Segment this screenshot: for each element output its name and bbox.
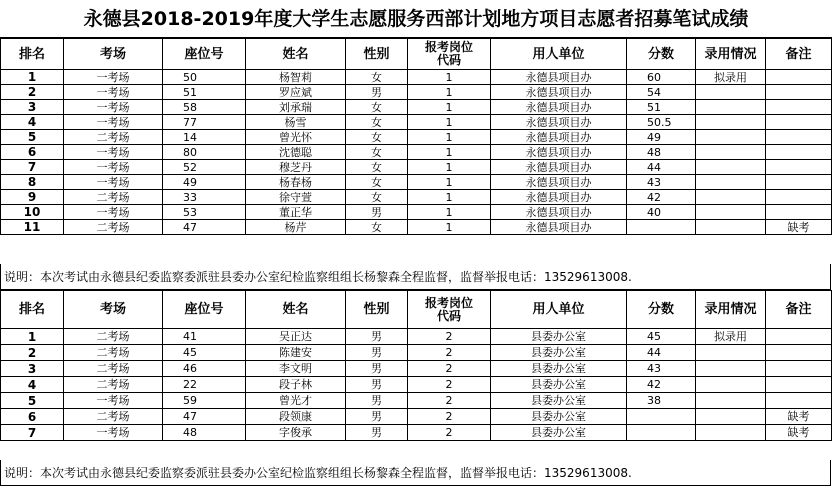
cell-status bbox=[696, 377, 766, 393]
table-row bbox=[1, 190, 832, 205]
cell-seat: 47 bbox=[163, 409, 246, 425]
cell-unit: 永德县项目办 bbox=[491, 190, 627, 205]
cell-seat: 59 bbox=[163, 393, 246, 409]
cell-unit: 永德县项目办 bbox=[491, 220, 627, 235]
header-seat: 座位号 bbox=[163, 39, 246, 70]
table-row bbox=[1, 175, 832, 190]
header-post-line2: 代码 bbox=[436, 53, 461, 67]
cell-gender: 男 bbox=[346, 409, 408, 425]
cell-post: 1 bbox=[408, 175, 491, 190]
cell-remark bbox=[766, 160, 832, 175]
cell-remark bbox=[766, 70, 832, 85]
header-rank: 排名 bbox=[1, 291, 64, 329]
table-row bbox=[1, 393, 832, 409]
cell-room: 二考场 bbox=[64, 190, 163, 205]
cell-score: 45 bbox=[627, 329, 696, 345]
cell-seat: 50 bbox=[163, 70, 246, 85]
cell-gender: 女 bbox=[346, 175, 408, 190]
header-remark: 备注 bbox=[766, 291, 832, 329]
cell-room: 一考场 bbox=[64, 115, 163, 130]
table-header-row bbox=[1, 291, 832, 329]
cell-status bbox=[696, 160, 766, 175]
cell-unit: 永德县项目办 bbox=[491, 205, 627, 220]
cell-remark bbox=[766, 115, 832, 130]
cell-score: 40 bbox=[627, 205, 696, 220]
cell-name: 杨春杨 bbox=[246, 175, 346, 190]
cell-rank: 10 bbox=[1, 205, 64, 220]
cell-status bbox=[696, 115, 766, 130]
header-remark: 备注 bbox=[766, 39, 832, 70]
table-header-row bbox=[1, 39, 832, 70]
cell-room: 一考场 bbox=[64, 70, 163, 85]
cell-room: 二考场 bbox=[64, 329, 163, 345]
cell-rank: 1 bbox=[1, 329, 64, 345]
table-row bbox=[1, 409, 832, 425]
cell-name: 徐守萱 bbox=[246, 190, 346, 205]
cell-name: 曾光怀 bbox=[246, 130, 346, 145]
cell-post: 2 bbox=[408, 345, 491, 361]
cell-score: 44 bbox=[627, 160, 696, 175]
header-status: 录用情况 bbox=[696, 291, 766, 329]
cell-unit: 永德县项目办 bbox=[491, 130, 627, 145]
cell-score: 44 bbox=[627, 345, 696, 361]
cell-unit: 县委办公室 bbox=[491, 425, 627, 441]
table-row bbox=[1, 205, 832, 220]
cell-remark bbox=[766, 329, 832, 345]
cell-gender: 女 bbox=[346, 130, 408, 145]
cell-rank: 11 bbox=[1, 220, 64, 235]
cell-seat: 41 bbox=[163, 329, 246, 345]
header-rank: 排名 bbox=[1, 39, 64, 70]
cell-name: 刘承瑞 bbox=[246, 100, 346, 115]
supervision-note: 说明：本次考试由永德县纪委监察委派驻县委办公室纪检监察组组长杨黎森全程监督，监督举报电话：13529613008. bbox=[0, 460, 831, 486]
cell-score: 38 bbox=[627, 393, 696, 409]
cell-status bbox=[696, 85, 766, 100]
table-row bbox=[1, 130, 832, 145]
cell-seat: 49 bbox=[163, 175, 246, 190]
cell-post: 2 bbox=[408, 409, 491, 425]
cell-seat: 22 bbox=[163, 377, 246, 393]
header-post-code bbox=[408, 291, 491, 329]
cell-gender: 男 bbox=[346, 361, 408, 377]
cell-unit: 永德县项目办 bbox=[491, 100, 627, 115]
cell-rank: 4 bbox=[1, 377, 64, 393]
cell-rank: 6 bbox=[1, 409, 64, 425]
results-table-post-2 bbox=[0, 290, 832, 441]
cell-unit: 县委办公室 bbox=[491, 393, 627, 409]
cell-unit: 县委办公室 bbox=[491, 361, 627, 377]
cell-remark: 缺考 bbox=[766, 425, 832, 441]
cell-post: 2 bbox=[408, 393, 491, 409]
cell-room: 二考场 bbox=[64, 130, 163, 145]
cell-unit: 永德县项目办 bbox=[491, 145, 627, 160]
cell-seat: 33 bbox=[163, 190, 246, 205]
cell-remark bbox=[766, 145, 832, 160]
cell-seat: 46 bbox=[163, 361, 246, 377]
cell-post: 1 bbox=[408, 220, 491, 235]
header-gender: 性别 bbox=[346, 291, 408, 329]
table-row bbox=[1, 160, 832, 175]
cell-name: 董正华 bbox=[246, 205, 346, 220]
cell-post: 1 bbox=[408, 85, 491, 100]
cell-name: 吴正达 bbox=[246, 329, 346, 345]
cell-status bbox=[696, 175, 766, 190]
cell-score: 51 bbox=[627, 100, 696, 115]
cell-score: 42 bbox=[627, 377, 696, 393]
cell-unit: 永德县项目办 bbox=[491, 70, 627, 85]
cell-rank: 4 bbox=[1, 115, 64, 130]
cell-unit: 永德县项目办 bbox=[491, 115, 627, 130]
cell-post: 2 bbox=[408, 361, 491, 377]
cell-status bbox=[696, 409, 766, 425]
cell-status bbox=[696, 361, 766, 377]
cell-status bbox=[696, 130, 766, 145]
cell-name: 陈建安 bbox=[246, 345, 346, 361]
cell-unit: 县委办公室 bbox=[491, 345, 627, 361]
cell-rank: 3 bbox=[1, 361, 64, 377]
cell-seat: 53 bbox=[163, 205, 246, 220]
table-row bbox=[1, 220, 832, 235]
cell-score: 48 bbox=[627, 145, 696, 160]
header-unit: 用人单位 bbox=[491, 39, 627, 70]
cell-post: 1 bbox=[408, 70, 491, 85]
cell-gender: 男 bbox=[346, 205, 408, 220]
table-row bbox=[1, 377, 832, 393]
table-row bbox=[1, 100, 832, 115]
cell-rank: 2 bbox=[1, 345, 64, 361]
cell-remark bbox=[766, 85, 832, 100]
cell-score bbox=[627, 220, 696, 235]
cell-remark bbox=[766, 361, 832, 377]
cell-room: 一考场 bbox=[64, 145, 163, 160]
table-row bbox=[1, 70, 832, 85]
cell-room: 二考场 bbox=[64, 361, 163, 377]
cell-score: 54 bbox=[627, 85, 696, 100]
cell-room: 二考场 bbox=[64, 220, 163, 235]
cell-seat: 14 bbox=[163, 130, 246, 145]
cell-post: 1 bbox=[408, 160, 491, 175]
cell-post: 2 bbox=[408, 329, 491, 345]
cell-rank: 8 bbox=[1, 175, 64, 190]
header-status: 录用情况 bbox=[696, 39, 766, 70]
table-row bbox=[1, 115, 832, 130]
cell-name: 字俊承 bbox=[246, 425, 346, 441]
cell-status bbox=[696, 425, 766, 441]
cell-remark bbox=[766, 175, 832, 190]
cell-gender: 男 bbox=[346, 425, 408, 441]
cell-gender: 女 bbox=[346, 190, 408, 205]
cell-status bbox=[696, 220, 766, 235]
table-row bbox=[1, 145, 832, 160]
cell-name: 杨芹 bbox=[246, 220, 346, 235]
cell-seat: 52 bbox=[163, 160, 246, 175]
cell-post: 1 bbox=[408, 130, 491, 145]
cell-name: 段领康 bbox=[246, 409, 346, 425]
cell-remark bbox=[766, 393, 832, 409]
cell-room: 二考场 bbox=[64, 345, 163, 361]
cell-score bbox=[627, 425, 696, 441]
cell-name: 沈德聪 bbox=[246, 145, 346, 160]
cell-post: 2 bbox=[408, 425, 491, 441]
cell-rank: 3 bbox=[1, 100, 64, 115]
page-title: 永德县2018-2019年度大学生志愿服务西部计划地方项目志愿者招募笔试成绩 bbox=[0, 0, 832, 38]
cell-gender: 男 bbox=[346, 329, 408, 345]
cell-remark bbox=[766, 205, 832, 220]
table-row bbox=[1, 345, 832, 361]
cell-gender: 男 bbox=[346, 377, 408, 393]
header-post-line1: 报考岗位 bbox=[424, 295, 473, 310]
cell-post: 1 bbox=[408, 145, 491, 160]
cell-gender: 女 bbox=[346, 115, 408, 130]
cell-remark bbox=[766, 345, 832, 361]
cell-post: 1 bbox=[408, 205, 491, 220]
cell-name: 杨雪 bbox=[246, 115, 346, 130]
cell-remark bbox=[766, 100, 832, 115]
cell-score: 49 bbox=[627, 130, 696, 145]
cell-remark bbox=[766, 190, 832, 205]
header-room: 考场 bbox=[64, 291, 163, 329]
cell-remark bbox=[766, 377, 832, 393]
cell-room: 一考场 bbox=[64, 425, 163, 441]
results-table-post-1 bbox=[0, 38, 832, 235]
cell-room: 一考场 bbox=[64, 160, 163, 175]
cell-remark bbox=[766, 130, 832, 145]
cell-score: 50.5 bbox=[627, 115, 696, 130]
cell-room: 一考场 bbox=[64, 393, 163, 409]
header-gender: 性别 bbox=[346, 39, 408, 70]
cell-rank: 7 bbox=[1, 425, 64, 441]
cell-status bbox=[696, 345, 766, 361]
cell-room: 一考场 bbox=[64, 175, 163, 190]
cell-name: 李文明 bbox=[246, 361, 346, 377]
table-row bbox=[1, 425, 832, 441]
cell-remark: 缺考 bbox=[766, 220, 832, 235]
header-post-line1: 报考岗位 bbox=[424, 40, 473, 54]
cell-post: 1 bbox=[408, 100, 491, 115]
cell-post: 1 bbox=[408, 115, 491, 130]
cell-gender: 女 bbox=[346, 70, 408, 85]
cell-score bbox=[627, 409, 696, 425]
cell-score: 60 bbox=[627, 70, 696, 85]
cell-name: 段子林 bbox=[246, 377, 346, 393]
header-seat: 座位号 bbox=[163, 291, 246, 329]
header-post-code bbox=[408, 39, 491, 70]
cell-name: 罗应斌 bbox=[246, 85, 346, 100]
cell-name: 穆芝丹 bbox=[246, 160, 346, 175]
header-unit: 用人单位 bbox=[491, 291, 627, 329]
cell-seat: 77 bbox=[163, 115, 246, 130]
cell-rank: 6 bbox=[1, 145, 64, 160]
header-room: 考场 bbox=[64, 39, 163, 70]
header-score: 分数 bbox=[627, 39, 696, 70]
cell-unit: 县委办公室 bbox=[491, 329, 627, 345]
header-name: 姓名 bbox=[246, 39, 346, 70]
cell-rank: 9 bbox=[1, 190, 64, 205]
cell-remark: 缺考 bbox=[766, 409, 832, 425]
cell-rank: 7 bbox=[1, 160, 64, 175]
table-row bbox=[1, 85, 832, 100]
header-post-line2: 代码 bbox=[436, 308, 461, 323]
cell-rank: 5 bbox=[1, 130, 64, 145]
cell-gender: 女 bbox=[346, 145, 408, 160]
cell-status bbox=[696, 190, 766, 205]
cell-status: 拟录用 bbox=[696, 70, 766, 85]
cell-score: 43 bbox=[627, 361, 696, 377]
cell-unit: 永德县项目办 bbox=[491, 160, 627, 175]
cell-status bbox=[696, 393, 766, 409]
cell-gender: 男 bbox=[346, 393, 408, 409]
cell-score: 42 bbox=[627, 190, 696, 205]
cell-status: 拟录用 bbox=[696, 329, 766, 345]
cell-status bbox=[696, 205, 766, 220]
cell-gender: 女 bbox=[346, 220, 408, 235]
cell-gender: 女 bbox=[346, 160, 408, 175]
cell-unit: 永德县项目办 bbox=[491, 85, 627, 100]
cell-rank: 5 bbox=[1, 393, 64, 409]
cell-room: 二考场 bbox=[64, 377, 163, 393]
cell-room: 二考场 bbox=[64, 409, 163, 425]
cell-seat: 47 bbox=[163, 220, 246, 235]
cell-name: 曾光才 bbox=[246, 393, 346, 409]
cell-gender: 男 bbox=[346, 345, 408, 361]
header-score: 分数 bbox=[627, 291, 696, 329]
cell-unit: 县委办公室 bbox=[491, 409, 627, 425]
cell-seat: 51 bbox=[163, 85, 246, 100]
table-row bbox=[1, 329, 832, 345]
table-row bbox=[1, 361, 832, 377]
cell-status bbox=[696, 145, 766, 160]
cell-room: 一考场 bbox=[64, 85, 163, 100]
supervision-note: 说明：本次考试由永德县纪委监察委派驻县委办公室纪检监察组组长杨黎森全程监督，监督举报电话：13529613008. bbox=[0, 264, 831, 290]
cell-status bbox=[696, 100, 766, 115]
cell-rank: 2 bbox=[1, 85, 64, 100]
cell-seat: 80 bbox=[163, 145, 246, 160]
cell-score: 43 bbox=[627, 175, 696, 190]
cell-gender: 女 bbox=[346, 100, 408, 115]
cell-gender: 男 bbox=[346, 85, 408, 100]
cell-seat: 45 bbox=[163, 345, 246, 361]
cell-unit: 县委办公室 bbox=[491, 377, 627, 393]
cell-seat: 58 bbox=[163, 100, 246, 115]
cell-rank: 1 bbox=[1, 70, 64, 85]
cell-post: 1 bbox=[408, 190, 491, 205]
cell-room: 一考场 bbox=[64, 205, 163, 220]
cell-post: 2 bbox=[408, 377, 491, 393]
cell-seat: 48 bbox=[163, 425, 246, 441]
cell-unit: 永德县项目办 bbox=[491, 175, 627, 190]
cell-name: 杨智莉 bbox=[246, 70, 346, 85]
header-name: 姓名 bbox=[246, 291, 346, 329]
cell-room: 一考场 bbox=[64, 100, 163, 115]
